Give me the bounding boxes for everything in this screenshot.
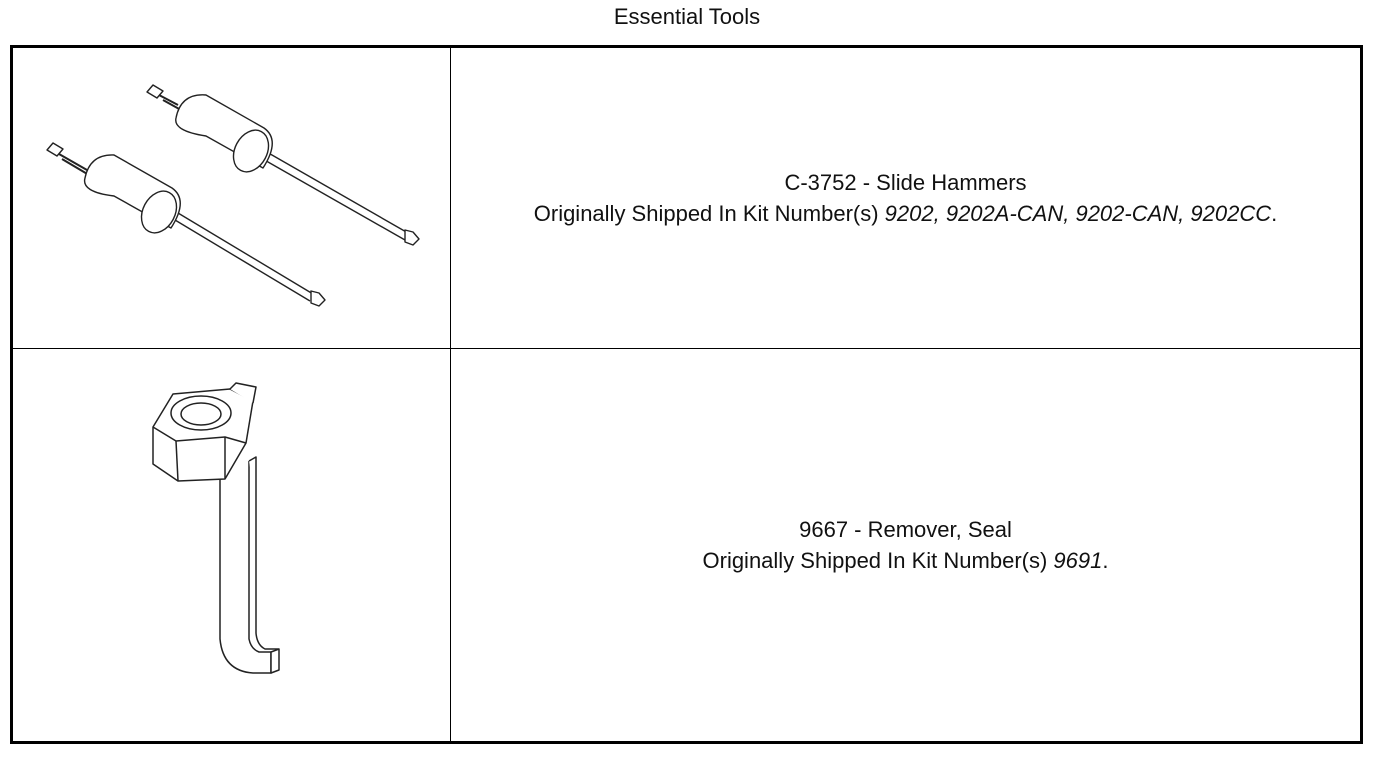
tool-name: C-3752 - Slide Hammers — [784, 170, 1027, 195]
kit-numbers: 9691 — [1053, 548, 1103, 573]
tool-row-seal-remover — [13, 349, 1360, 741]
kit-suffix: . — [1271, 201, 1278, 226]
kit-numbers-line — [534, 198, 1278, 229]
kit-label: Originally Shipped In Kit Number(s) — [533, 201, 885, 226]
tool-description-cell — [451, 349, 1360, 741]
tool-image-cell — [13, 48, 451, 348]
tools-table — [10, 45, 1363, 744]
seal-remover-illustration — [13, 349, 450, 741]
tool-image-cell — [13, 349, 451, 741]
tool-row-slide-hammers — [13, 48, 1360, 349]
kit-numbers-line — [703, 545, 1109, 576]
page-title: Essential Tools — [613, 4, 761, 29]
kit-numbers: 9202, 9202A-CAN, 9202-CAN, 9202CC — [884, 201, 1272, 226]
slide-hammers-illustration — [13, 48, 450, 348]
tool-name: 9667 - Remover, Seal — [799, 517, 1012, 542]
tool-description-cell — [451, 48, 1360, 348]
kit-suffix: . — [1102, 548, 1109, 573]
kit-label: Originally Shipped In Kit Number(s) — [702, 548, 1054, 573]
